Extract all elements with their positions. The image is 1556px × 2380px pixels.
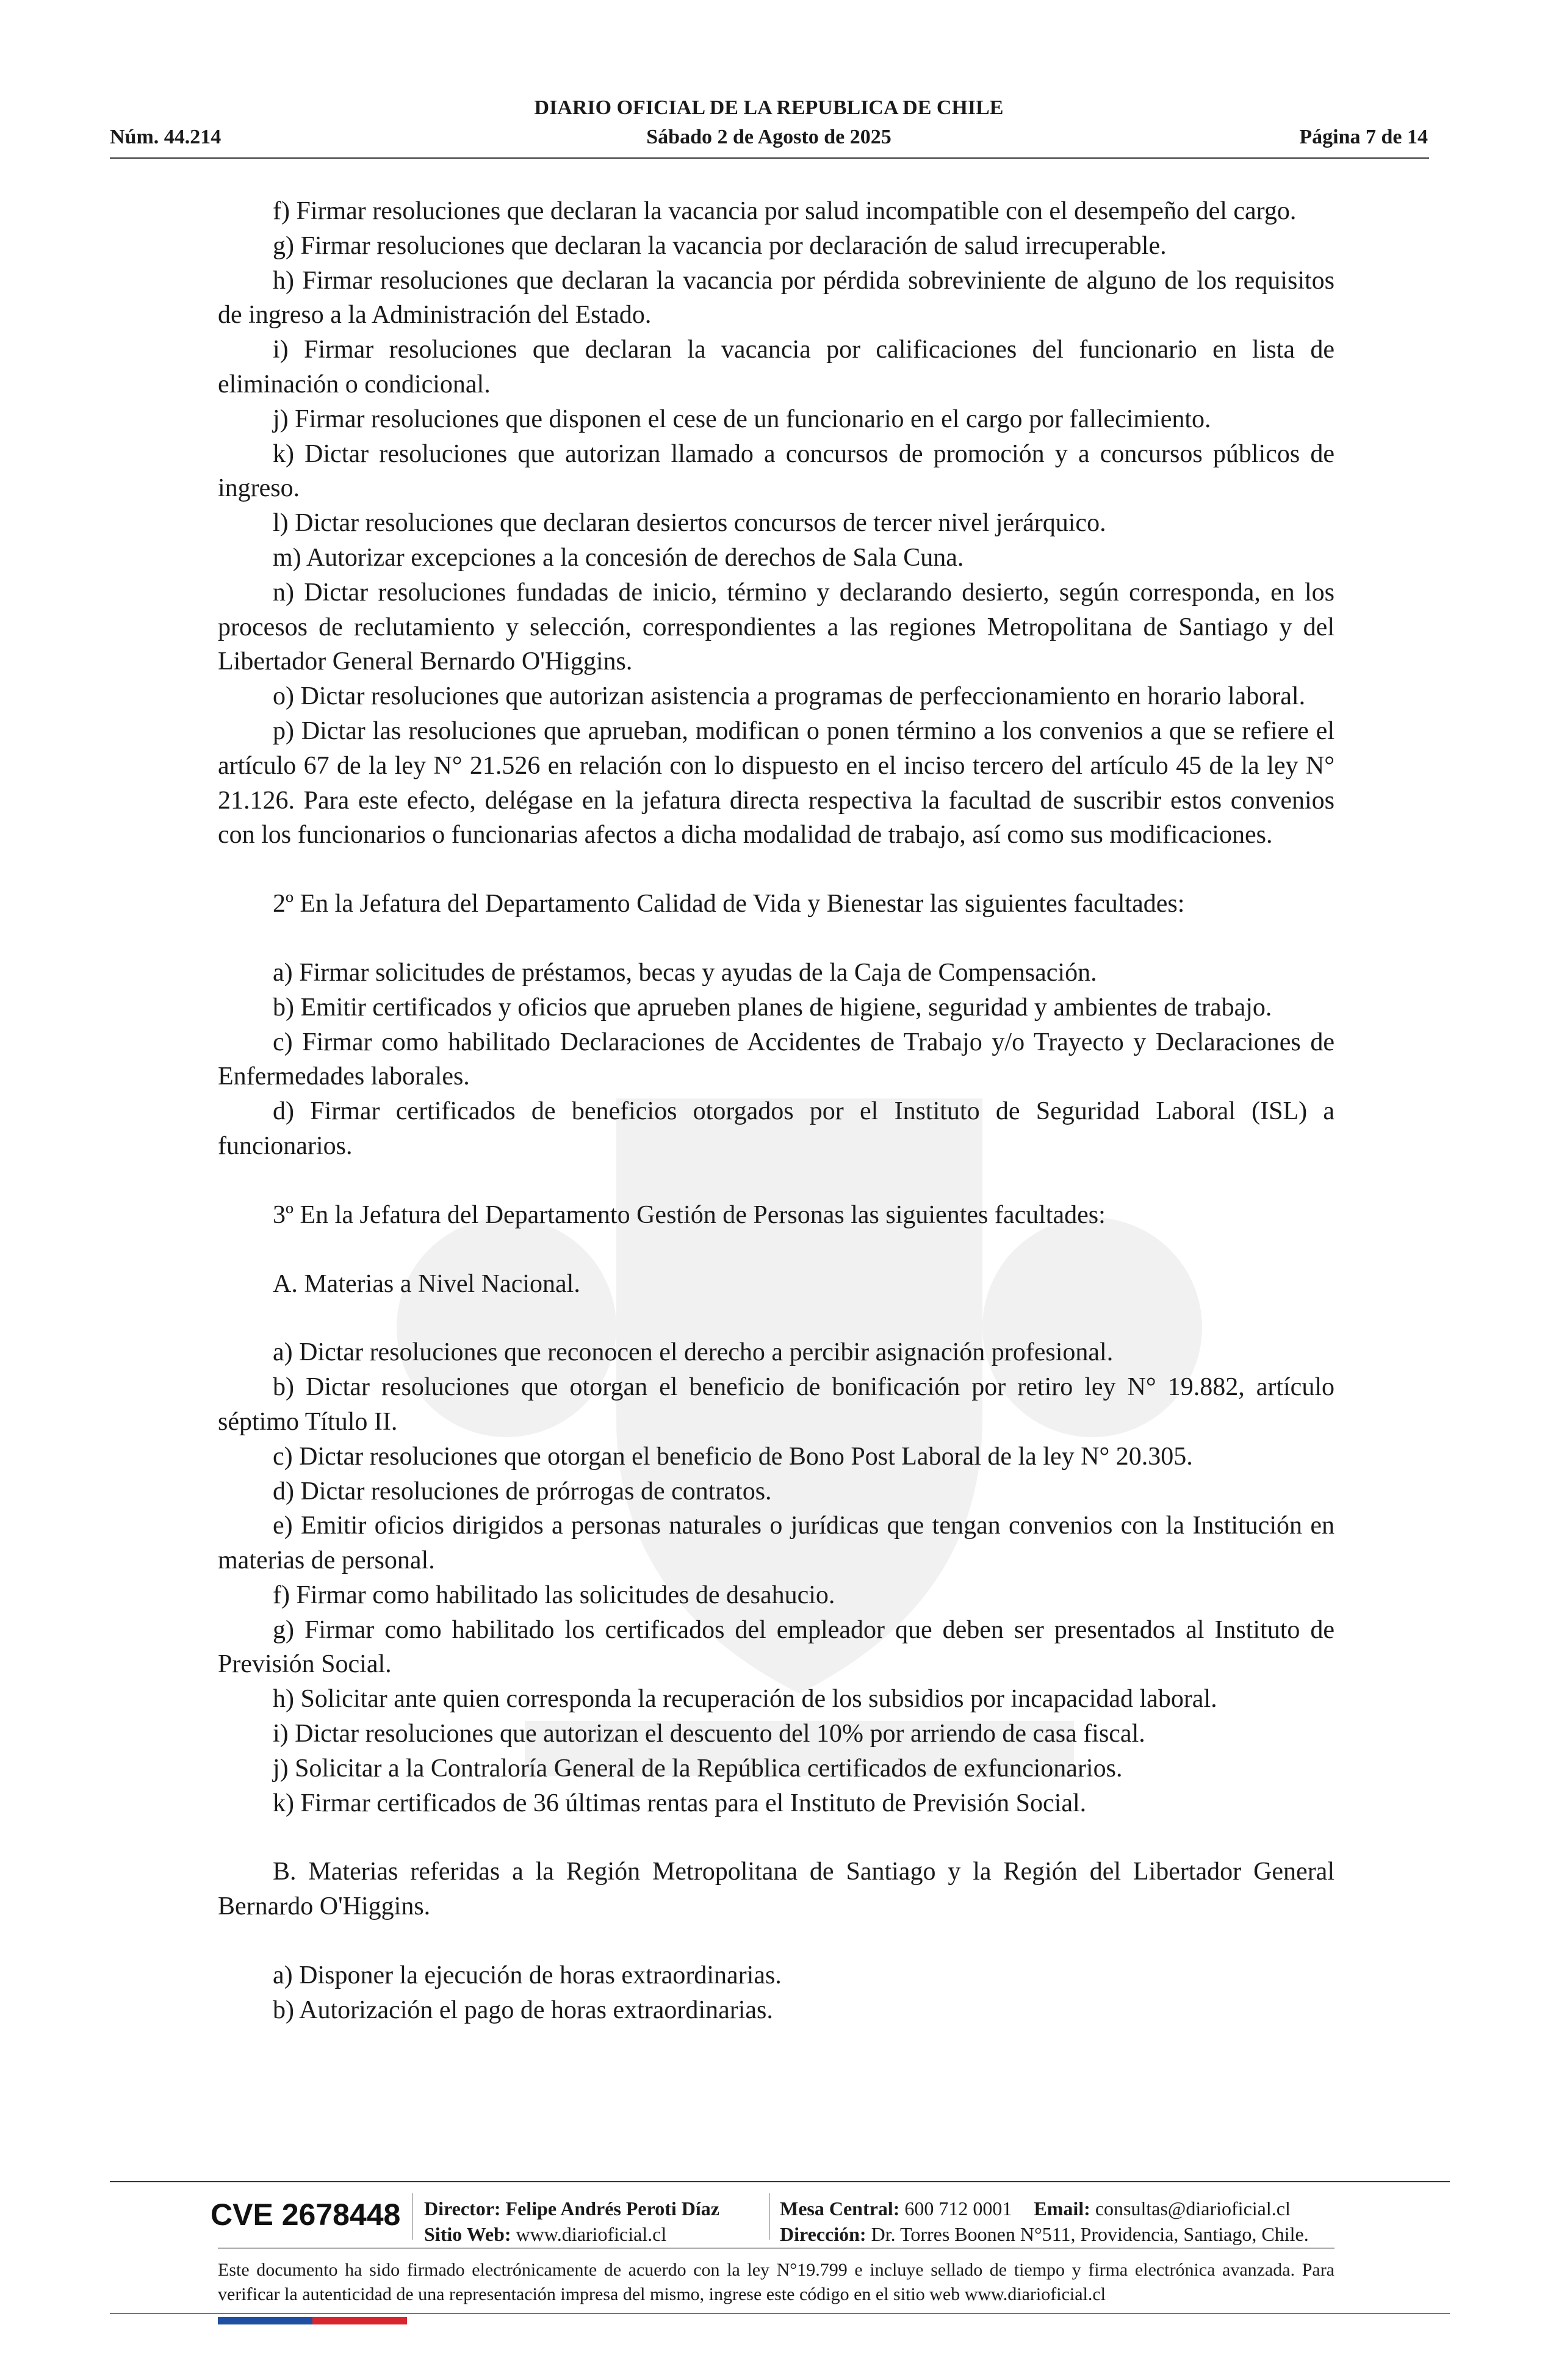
footer-separator (769, 2193, 770, 2240)
paragraph: h) Firmar resoluciones que declaran la vacancia por pérdida sobreviniente de alguno de los requisitos de ingreso a la Administración del Estado. (218, 266, 1334, 330)
paragraph: g) Firmar resoluciones que declaran la vacancia por declaración de salud irrecuperable. (273, 231, 1167, 260)
paragraph: e) Emitir oficios dirigidos a personas naturales o jurídicas que tengan convenios con la Institución en materias de personal. (218, 1512, 1334, 1575)
footer-contact-column (780, 2196, 1309, 2247)
phone-label: Mesa Central: (780, 2198, 900, 2220)
paragraph: g) Firmar como habilitado los certificados del empleador que deben ser presentados al Instituto de Previsión Social. (218, 1615, 1334, 1679)
address: Dr. Torres Boonen N°511, Providencia, Santiago, Chile. (871, 2223, 1309, 2245)
paragraph: f) Firmar resoluciones que declaran la vacancia por salud incompatible con el desempeño del cargo. (273, 197, 1297, 225)
paragraph: j) Firmar resoluciones que disponen el cese de un funcionario en el cargo por fallecimiento. (273, 405, 1211, 433)
chile-flag-stripe (218, 2317, 407, 2324)
issue-date: Sábado 2 de Agosto de 2025 (646, 126, 891, 148)
page-number: Página 7 de 14 (1299, 126, 1428, 148)
newspaper-title: DIARIO OFICIAL DE LA REPUBLICA DE CHILE (534, 96, 1004, 119)
subsection-heading: B. Materias referidas a la Región Metropolitana de Santiago y la Región del Libertador General Bernardo O'Higgins. (218, 1858, 1334, 1921)
paragraph: i) Firmar resoluciones que declaran la vacancia por calificaciones del funcionario en lista de eliminación o condicional. (218, 336, 1334, 398)
bottom-divider (110, 2313, 1450, 2314)
website-link[interactable]: www.diarioficial.cl (516, 2223, 667, 2245)
flag-red-segment (312, 2317, 407, 2324)
website-label: Sitio Web: (424, 2223, 511, 2245)
paragraph: a) Dictar resoluciones que reconocen el derecho a percibir asignación profesional. (273, 1338, 1114, 1367)
director-name: Felipe Andrés Peroti Díaz (505, 2198, 719, 2220)
paragraph: a) Disponer la ejecución de horas extraordinarias. (273, 1961, 782, 1990)
email-label: Email: (1034, 2198, 1090, 2220)
footer-divider (110, 2181, 1450, 2182)
issue-number: Núm. 44.214 (110, 126, 222, 148)
footer-director-column (424, 2196, 719, 2247)
paragraph: b) Autorización el pago de horas extraordinarias. (273, 1996, 773, 2024)
paragraph: k) Firmar certificados de 36 últimas rentas para el Instituto de Previsión Social. (273, 1789, 1087, 1817)
paragraph: c) Dictar resoluciones que otorgan el beneficio de Bono Post Laboral de la ley N° 20.305. (273, 1442, 1193, 1471)
paragraph: c) Firmar como habilitado Declaraciones de Accidentes de Trabajo y/o Trayecto y Declaraciones de Enfermedades laborales. (218, 1028, 1334, 1091)
footer-separator (412, 2193, 413, 2240)
paragraph: o) Dictar resoluciones que autorizan asistencia a programas de perfeccionamiento en horario laboral. (273, 682, 1306, 711)
paragraph: d) Dictar resoluciones de prórrogas de contratos. (273, 1477, 772, 1506)
paragraph: d) Firmar certificados de beneficios otorgados por el Instituto de Seguridad Laboral (ISL) a funcionarios. (218, 1097, 1334, 1160)
email-link[interactable]: consultas@diarioficial.cl (1095, 2198, 1291, 2220)
director-label: Director: (424, 2198, 501, 2220)
signature-notice: Este documento ha sido firmado electrónicamente de acuerdo con la ley N°19.799 e incluye sellado de tiempo y firma electrónica avanzada. Para verificar la autenticidad de una representación impresa del mismo, ingrese este código en el sitio web www.diarioficial.cl (218, 2260, 1334, 2304)
page-footer (110, 2185, 1450, 2246)
subsection-heading: A. Materias a Nivel Nacional. (273, 1269, 580, 1298)
paragraph: f) Firmar como habilitado las solicitudes de desahucio. (273, 1581, 835, 1609)
flag-blue-segment (218, 2317, 312, 2324)
paragraph: h) Solicitar ante quien corresponda la recuperación de los subsidios por incapacidad laboral. (273, 1685, 1217, 1714)
paragraph: p) Dictar las resoluciones que aprueban, modifican o ponen término a los convenios a que se refiere el artículo 67 de la ley N° 21.526 en relación con lo dispuesto en el inciso tercero del artículo 45 de la ley N° 21.126. Para este efecto, delégase en la jefatura directa respectiva la facultad de suscribir estos convenios con los funcionarios o funcionarias afectos a dicha modalidad de trabajo, así como sus modificaciones. (218, 716, 1334, 849)
phone-number: 600 712 0001 (904, 2198, 1012, 2220)
header-divider (110, 157, 1429, 159)
page-header (110, 92, 1428, 159)
paragraph: i) Dictar resoluciones que autorizan el descuento del 10% por arriendo de casa fiscal. (273, 1720, 1145, 1748)
paragraph: l) Dictar resoluciones que declaran desiertos concursos de tercer nivel jerárquico. (273, 509, 1106, 538)
paragraph: j) Solicitar a la Contraloría General de la República certificados de exfuncionarios. (273, 1754, 1123, 1783)
paragraph: n) Dictar resoluciones fundadas de inicio, término y declarando desierto, según corresponda, en los procesos de reclutamiento y selección, correspondientes a las regiones Metropolitana de Santiago y del Libertador General Bernardo O'Higgins. (218, 578, 1334, 676)
cve-code: CVE 2678448 (211, 2198, 401, 2232)
section-heading: 3º En la Jefatura del Departamento Gestión de Personas las siguientes facultades: (273, 1200, 1106, 1229)
paragraph: a) Firmar solicitudes de préstamos, becas y ayudas de la Caja de Compensación. (273, 958, 1097, 987)
paragraph: m) Autorizar excepciones a la concesión de derechos de Sala Cuna. (273, 543, 964, 572)
section-heading: 2º En la Jefatura del Departamento Calidad de Vida y Bienestar las siguientes facultades: (273, 890, 1185, 918)
footnote-divider (218, 2248, 1334, 2249)
paragraph: b) Emitir certificados y oficios que aprueben planes de higiene, seguridad y ambientes de trabajo. (273, 993, 1272, 1022)
document-body (218, 194, 1334, 2028)
paragraph: b) Dictar resoluciones que otorgan el beneficio de bonificación por retiro ley N° 19.882, artículo séptimo Título II. (218, 1373, 1334, 1436)
address-label: Dirección: (780, 2223, 866, 2245)
paragraph: k) Dictar resoluciones que autorizan llamado a concursos de promoción y a concursos públicos de ingreso. (218, 439, 1334, 503)
